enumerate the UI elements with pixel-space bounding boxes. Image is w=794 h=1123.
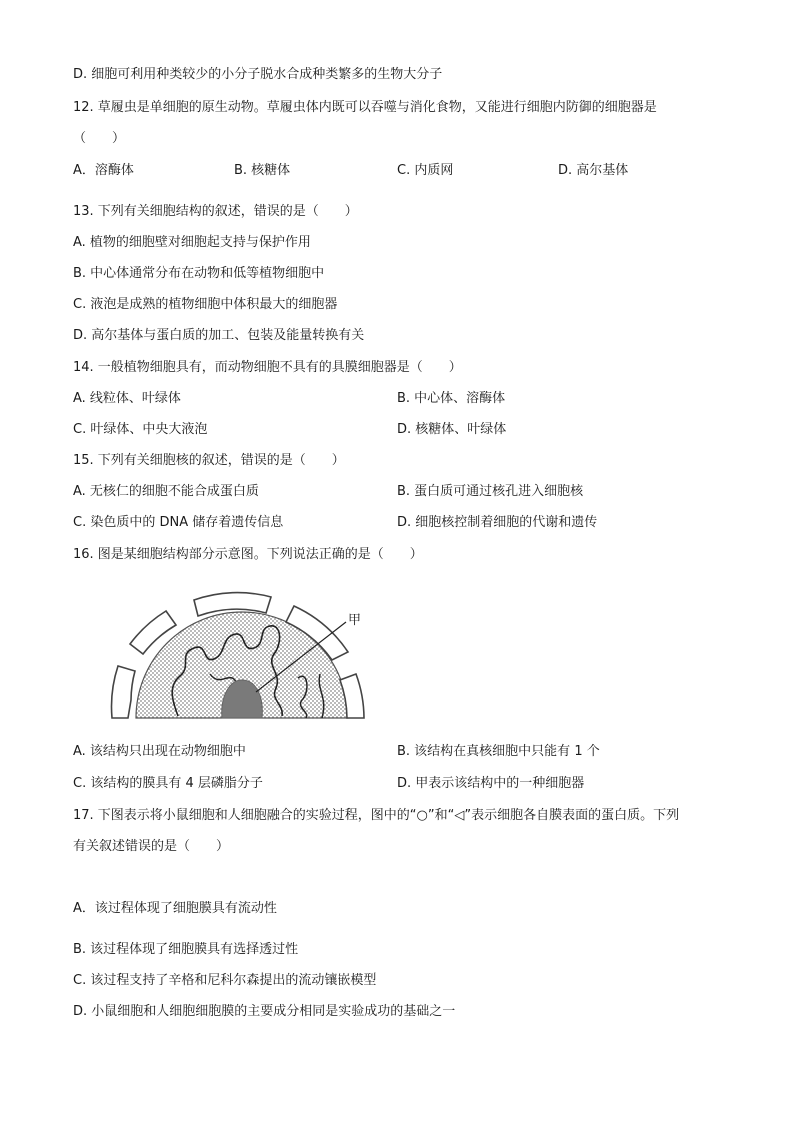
q15-option-b: B. 蛋白质可通过核孔进入细胞核 (397, 484, 584, 499)
q13-option-b: B. 中心体通常分布在动物和低等植物细胞中 (73, 266, 325, 281)
nucleus-diagram (70, 578, 390, 730)
q13-stem: 13. 下列有关细胞结构的叙述，错误的是（ ） (73, 204, 358, 219)
q15-option-a: A. 无核仁的细胞不能合成蛋白质 (73, 484, 259, 499)
q16-option-c: C. 该结构的膜具有 4 层磷脂分子 (73, 776, 263, 791)
q15-option-c: C. 染色质中的 DNA 储存着遗传信息 (73, 515, 284, 530)
envelope-segment-left (111, 666, 135, 718)
figure-label-jia: 甲 (348, 613, 362, 628)
q16-option-d: D. 甲表示该结构中的一种细胞器 (397, 776, 585, 791)
q12-option-a: A．溶酶体 (73, 163, 134, 178)
q12-stem-line2: （ ） (73, 131, 126, 146)
q15-option-d: D. 细胞核控制着细胞的代谢和遗传 (397, 515, 598, 530)
q16-option-a: A. 该结构只出现在动物细胞中 (73, 744, 246, 759)
q16-stem: 16. 图是某细胞结构部分示意图。下列说法正确的是（ ） (73, 547, 423, 562)
q17-stem-line2: 有关叙述错误的是（ ） (73, 839, 230, 854)
q14-option-d: D. 核糖体、叶绿体 (397, 422, 507, 437)
q13-option-c: C. 液泡是成熟的植物细胞中体积最大的细胞器 (73, 297, 338, 312)
q14-option-a: A. 线粒体、叶绿体 (73, 391, 181, 406)
q14-option-b: B. 中心体、溶酶体 (397, 391, 506, 406)
q17-option-a: A．该过程体现了细胞膜具有流动性 (73, 901, 277, 916)
q14-option-c: C. 叶绿体、中央大液泡 (73, 422, 208, 437)
q12-option-c: C. 内质网 (397, 163, 454, 178)
q15-stem: 15. 下列有关细胞核的叙述，错误的是（ ） (73, 453, 345, 468)
q17-option-b: B. 该过程体现了细胞膜具有选择透过性 (73, 942, 299, 957)
q13-option-d: D. 高尔基体与蛋白质的加工、包装及能量转换有关 (73, 328, 365, 343)
q16-option-b: B. 该结构在真核细胞中只能有 1 个 (397, 744, 600, 759)
q12-option-d: D. 高尔基体 (558, 163, 629, 178)
q17-option-c: C. 该过程支持了辛格和尼科尔森提出的流动镶嵌模型 (73, 973, 377, 988)
q17-stem-line1: 17. 下图表示将小鼠细胞和人细胞融合的实验过程，图中的“○”和“◁”表示细胞各自膜表面的蛋白质。下列 (73, 808, 680, 823)
q14-stem: 14. 一般植物细胞具有，而动物细胞不具有的具膜细胞器是（ ） (73, 360, 462, 375)
q17-option-d: D. 小鼠细胞和人细胞细胞膜的主要成分相同是实验成功的基础之一 (73, 1004, 456, 1019)
prev-option-d: D. 细胞可利用种类较少的小分子脱水合成种类繁多的生物大分子 (73, 67, 443, 82)
q12-option-b: B. 核糖体 (234, 163, 291, 178)
q13-option-a: A. 植物的细胞壁对细胞起支持与保护作用 (73, 235, 311, 250)
q12-stem-line1: 12. 草履虫是单细胞的原生动物。草履虫体内既可以吞噬与消化食物，又能进行细胞内防御的细胞器是 (73, 100, 657, 115)
